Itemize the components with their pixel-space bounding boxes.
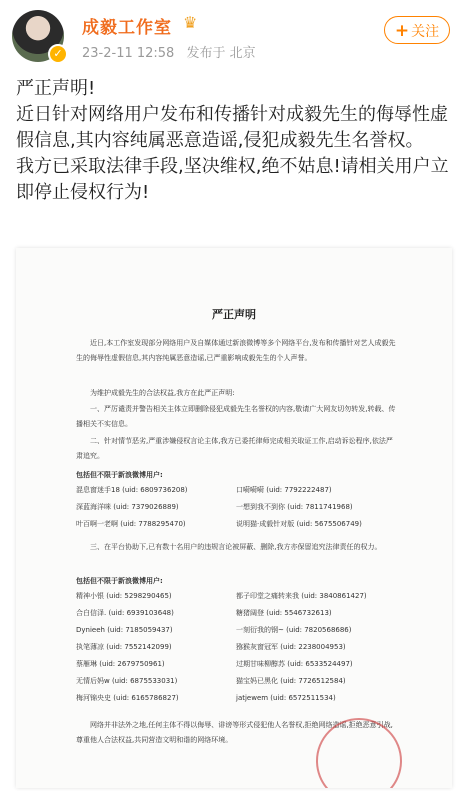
post-line: 严正声明! xyxy=(16,78,96,99)
document-paragraph: 一、严厉谴责并警告相关主体立即删除侵犯成毅先生名誉权的内容,敬请广大网友切勿转发,转载、传播相关不实信息。 xyxy=(76,405,396,428)
list-item: 蔡雁琳 (uid: 2679750961) 过期甘味柳醇苏 (uid: 6533524497) xyxy=(76,660,353,668)
verified-badge-icon: ✓ xyxy=(48,44,68,64)
list-item: 混息窗迷手18 (uid: 6809736208) 口嗬嗬嗬 (uid: 7792222487) xyxy=(76,486,332,494)
list-item: 精神小银 (uid: 5298290465) 都子印堂之痛转来我 (uid: 3840861427) xyxy=(76,592,367,600)
statement-image[interactable] xyxy=(16,248,452,788)
post-header xyxy=(0,0,468,70)
post-line: 我方已采取法律手段,坚决维权,绝不姑息!请相关用户立即停止侵权行为! xyxy=(16,156,449,203)
document-paragraph: 为维护成毅先生的合法权益,我方在此严正声明: xyxy=(90,389,235,397)
post-line: 近日针对网络用户发布和传播针对成毅先生的侮辱性虚假信息,其内容纯属恶意造谣,侵犯成毅先生名誉权。 xyxy=(16,104,448,151)
list-item: 无情后妈w (uid: 6875533031) 猫宝妈已黑化 (uid: 7726512584) xyxy=(76,677,346,685)
list-item: 深蓝海洋咪 (uid: 7379026889) 一想到我不到你 (uid: 7811741968) xyxy=(76,503,353,511)
document-paragraph: 网络并非法外之地,任何主体不得以侮辱、诽谤等形式侵犯他人名誉权,拒绝网络造谣,拒绝恶意引战,尊重他人合法权益,共同营造文明和谐的网络环境。 xyxy=(76,721,393,744)
user-list-2 xyxy=(76,576,398,707)
list-header: 包括但不限于新浪微博用户: xyxy=(76,577,163,585)
post-meta xyxy=(82,42,264,61)
follow-label: 关注 xyxy=(411,24,440,40)
document-paragraph: 二、针对情节恶劣,严重涉嫌侵权言论主体,我方已委托律师完成相关取证工作,启动诉讼程序,依法严肃追究。 xyxy=(76,437,393,460)
plus-icon: + xyxy=(394,21,410,41)
post-timestamp: 23-2-11 12:58 xyxy=(82,46,175,61)
document-title: 严正声明 xyxy=(212,308,256,321)
post-body xyxy=(16,76,456,206)
document-paragraph: 三、在平台协助下,已有数十名用户的违规言论被屏蔽、删除,我方亦保留追究法律责任的权力。 xyxy=(90,543,382,551)
list-item: 合白信泽. (uid: 6939103648) 糖猪阔登 (uid: 5546732613) xyxy=(76,609,332,617)
follow-button[interactable] xyxy=(384,16,450,44)
list-header: 包括但不限于新浪微博用户: xyxy=(76,471,163,479)
crown-icon: ♛ xyxy=(183,13,198,32)
user-list-1 xyxy=(76,470,398,533)
list-item: 执笔薄凉 (uid: 7552142099) 猕猴灰窗冠军 (uid: 2238004953) xyxy=(76,643,346,651)
post-location: 发布于 北京 xyxy=(186,46,256,61)
author-name[interactable]: 成毅工作室 xyxy=(82,18,172,38)
list-item: 梅河锦央史 (uid: 6165786827) jatjewem (uid: 6572511534) xyxy=(76,694,336,702)
list-item: Dynieeh (uid: 7185059437) 一刻衍我的钢~ (uid: 7820568686) xyxy=(76,626,352,634)
list-item: 叶百啊一老啊 (uid: 7788295470) 说明猫·成毅针对版 (uid: 5675506749) xyxy=(76,520,362,528)
document-paragraph: 近日,本工作室发现部分网络用户及自媒体通过新浪微博等多个网络平台,发布和传播针对艺人成毅先生的侮辱性虚假信息,其内容纯属恶意造谣,已严重影响成毅先生的个人声誉。 xyxy=(76,339,396,362)
